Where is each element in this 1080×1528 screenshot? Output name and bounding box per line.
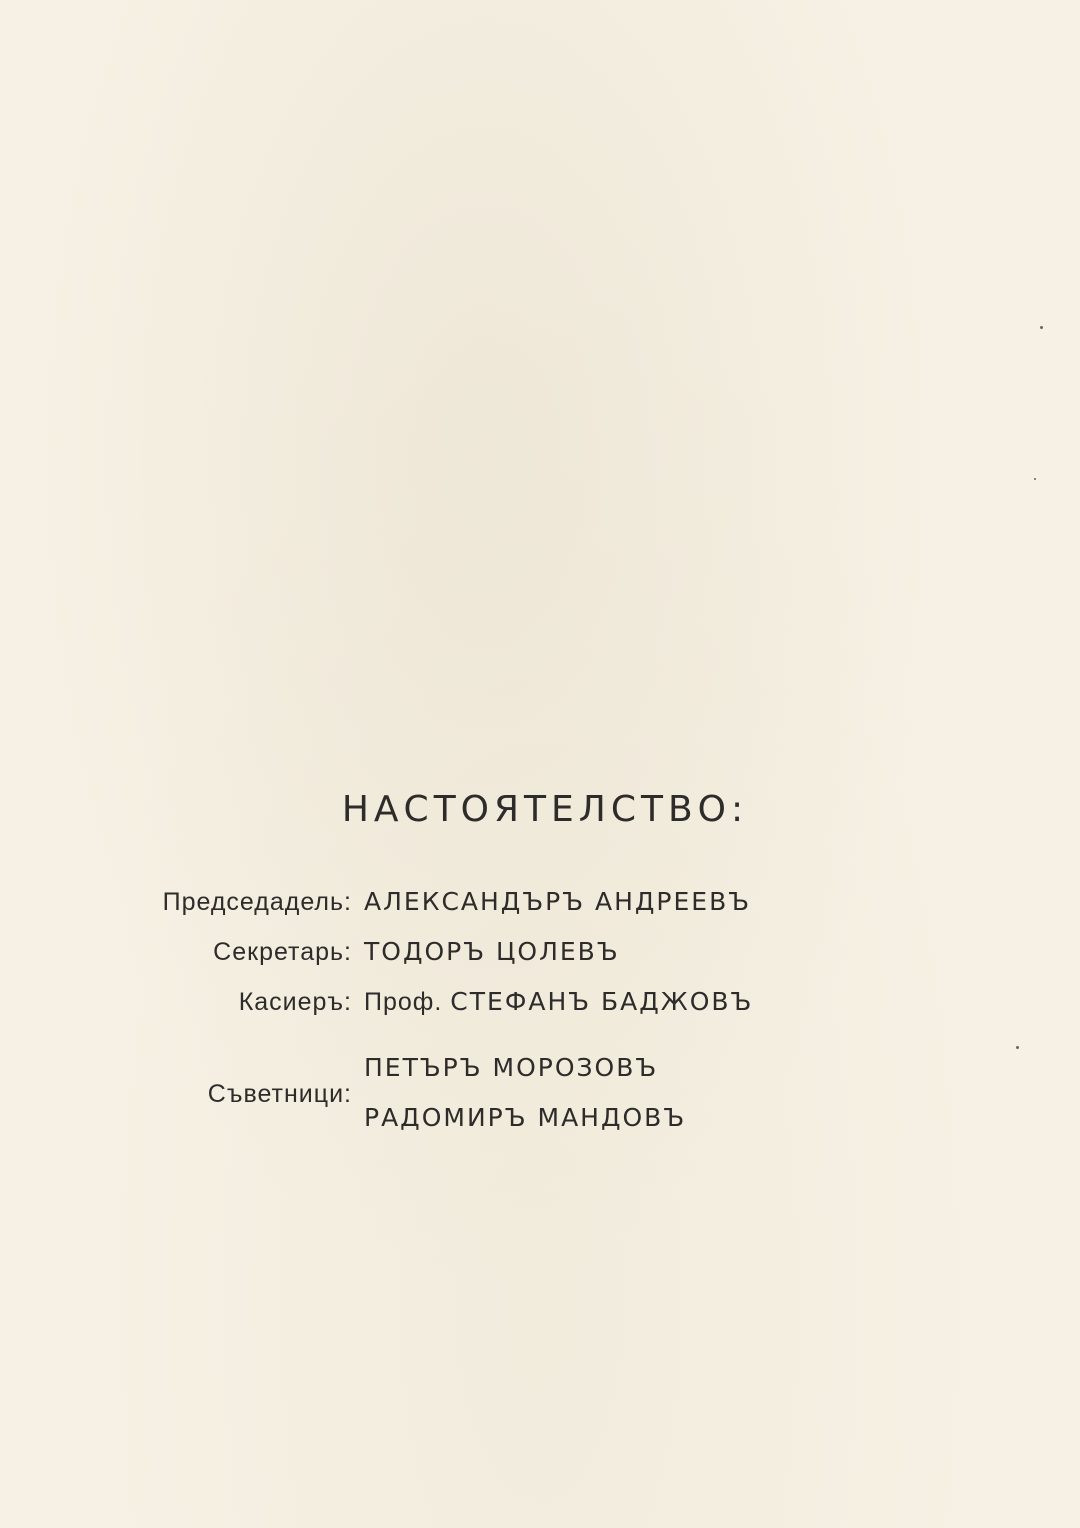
advisor-row-2 [0,1098,1080,1138]
board-row-secretary [0,932,1080,972]
advisor-row-1 [0,1048,1080,1088]
role-label: Секретарь: [213,938,352,966]
member-name: ТОДОРЪ ЦОЛЕВЪ [364,937,620,966]
page-heading: НАСТОЯТЕЛСТВО: [341,789,749,830]
board-row-treasurer [0,982,1080,1022]
paper-speck [1040,326,1043,329]
paper-speck [1016,1046,1019,1049]
board-row-chairman [0,882,1080,922]
role-label: Касиеръ: [238,988,352,1016]
role-label: Председадель: [162,888,352,916]
title-prefix: Проф. [364,988,443,1016]
member-name: ПЕТЪРЪ МОРОЗОВЪ [364,1053,659,1082]
member-name: АЛЕКСАНДЪРЪ АНДРЕЕВЪ [364,887,752,916]
paper-speck [1034,478,1036,480]
role-label: Съветници: [207,1080,352,1108]
member-name-with-title [364,982,753,1022]
member-name: РАДОМИРЪ МАНДОВЪ [364,1103,687,1132]
member-name: СТЕФАНЪ БАДЖОВЪ [450,987,754,1016]
